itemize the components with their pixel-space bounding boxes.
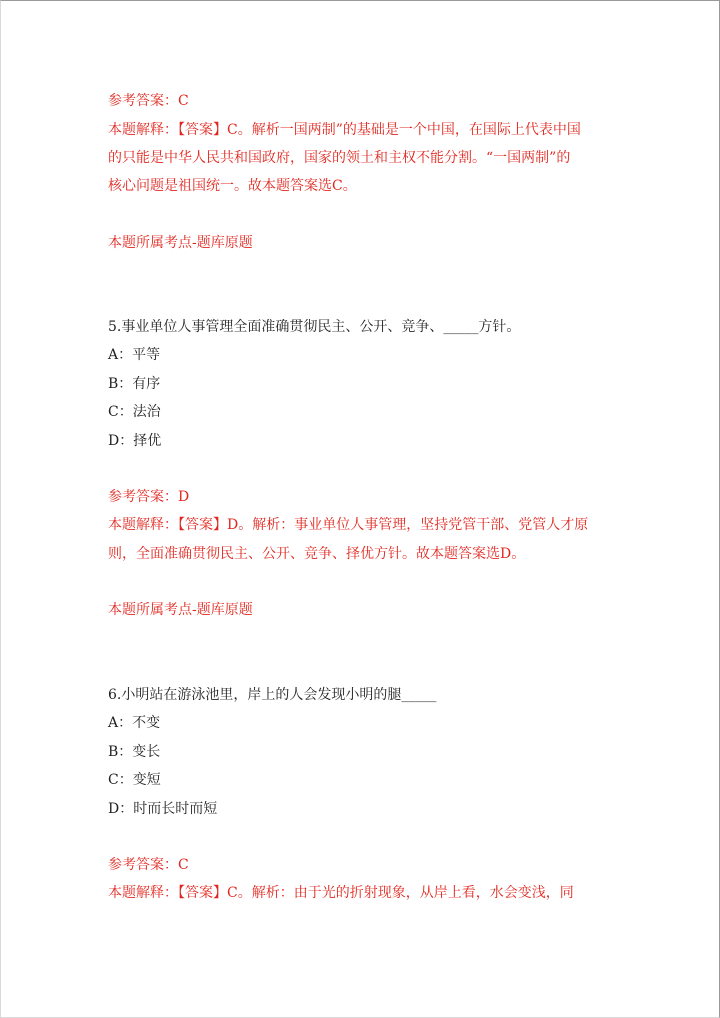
q6-answer-line: 参考答案：C xyxy=(108,857,189,873)
q6-option-b: B：变长 xyxy=(108,744,161,760)
q6-option-d: D：时而长时而短 xyxy=(108,801,218,817)
q5-option-d: D：择优 xyxy=(108,433,162,449)
q5-source: 本题所属考点-题库原题 xyxy=(108,602,253,618)
q5-option-b: B：有序 xyxy=(108,376,161,392)
q4-source: 本题所属考点-题库原题 xyxy=(108,235,253,251)
q6-explanation-line-1: 本题解释：【答案】C。解析：由于光的折射现象，从岸上看，水会变浅，同 xyxy=(108,885,574,901)
q6-option-c: C：变短 xyxy=(108,772,161,788)
q5-explanation-line-2: 则，全面准确贯彻民主、公开、竞争、择优方针。故本题答案选D。 xyxy=(108,546,526,562)
q5-stem: 5.事业单位人事管理全面准确贯彻民主、公开、竞争、_____方针。 xyxy=(108,319,521,335)
q4-explanation-line-2: 的只能是中华人民共和国政府，国家的领土和主权不能分割。“一国两制”的 xyxy=(108,150,571,166)
q5-option-c: C：法治 xyxy=(108,404,161,420)
q5-explanation-line-1: 本题解释：【答案】D。解析：事业单位人事管理，坚持党管干部、党管人才原 xyxy=(108,517,589,533)
q4-explanation-line-1: 本题解释：【答案】C。解析一国两制”的基础是一个中国，在国际上代表中国 xyxy=(108,122,581,138)
q6-option-a: A：不变 xyxy=(108,715,161,731)
q5-answer-line: 参考答案：D xyxy=(108,489,190,505)
q4-answer-line: 参考答案：C xyxy=(108,93,189,109)
q5-option-a: A：平等 xyxy=(108,347,161,363)
q6-stem: 6.小明站在游泳池里，岸上的人会发现小明的腿_____ xyxy=(108,687,437,703)
q4-explanation-line-3: 核心问题是祖国统一。故本题答案选C。 xyxy=(108,178,357,194)
